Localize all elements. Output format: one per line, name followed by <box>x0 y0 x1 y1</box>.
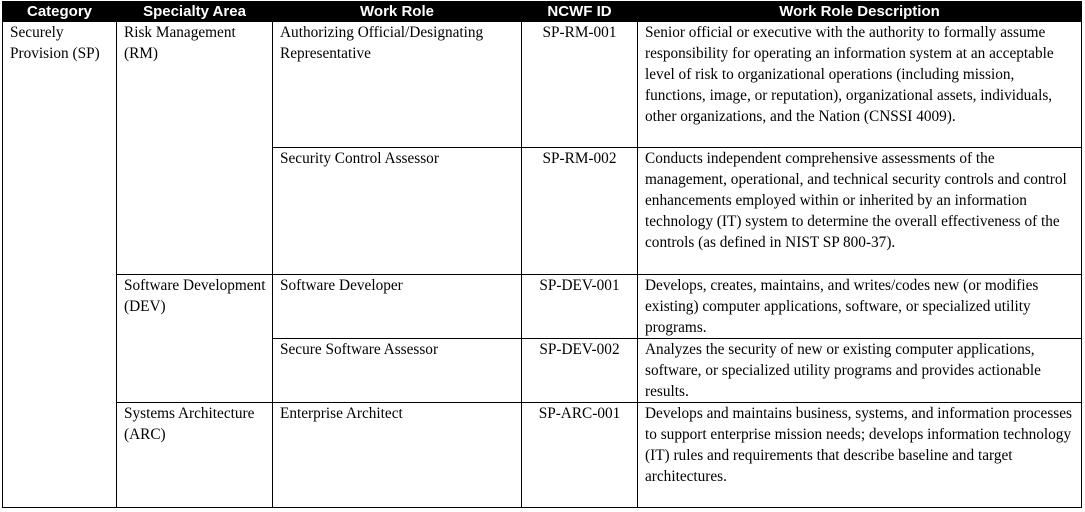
table-row <box>3 403 1082 508</box>
ncwf-id-cell: SP-DEV-002 <box>522 339 638 403</box>
header-description: Work Role Description <box>638 2 1082 22</box>
table-row <box>3 22 1082 148</box>
table-header-row <box>3 2 1082 22</box>
description-cell: Conducts independent comprehensive assessments of the management, operational, and technical security controls and control enhancements employed within or inherited by an information technology (IT) system to determine the overall effectiveness of the controls (as defined in NIST SP 800-37). <box>638 148 1082 275</box>
description-cell: Senior official or executive with the authority to formally assume responsibility for operating an information system at an acceptable level of risk to organizational operations (including mission, functions, image, or reputation), organizational assets, individuals, other organizations, and the Nation (CNSSI 4009). <box>638 22 1082 148</box>
work-role-cell: Enterprise Architect <box>273 403 522 508</box>
table-row <box>3 275 1082 339</box>
ncwf-id-cell: SP-DEV-001 <box>522 275 638 339</box>
header-specialty-area: Specialty Area <box>117 2 273 22</box>
specialty-area-cell: Systems Architecture (ARC) <box>117 403 273 508</box>
specialty-area-cell: Software Development (DEV) <box>117 275 273 403</box>
work-role-cell: Authorizing Official/Designating Representative <box>273 22 522 148</box>
work-role-table <box>2 1 1082 508</box>
work-role-cell: Security Control Assessor <box>273 148 522 275</box>
specialty-area-cell: Risk Management (RM) <box>117 22 273 275</box>
description-cell: Develops and maintains business, systems, and information processes to support enterprise mission needs; develops information technology (IT) rules and requirements that describe baseline and target architectures. <box>638 403 1082 508</box>
ncwf-id-cell: SP-ARC-001 <box>522 403 638 508</box>
work-role-cell: Secure Software Assessor <box>273 339 522 403</box>
header-ncwf-id: NCWF ID <box>522 2 638 22</box>
header-work-role: Work Role <box>273 2 522 22</box>
header-category: Category <box>3 2 117 22</box>
work-role-cell: Software Developer <box>273 275 522 339</box>
ncwf-id-cell: SP-RM-001 <box>522 22 638 148</box>
description-cell: Analyzes the security of new or existing computer applications, software, or specialized utility programs and provides actionable results. <box>638 339 1082 403</box>
description-cell: Develops, creates, maintains, and writes/codes new (or modifies existing) computer applications, software, or specialized utility programs. <box>638 275 1082 339</box>
ncwf-id-cell: SP-RM-002 <box>522 148 638 275</box>
category-cell: Securely Provision (SP) <box>3 22 117 508</box>
